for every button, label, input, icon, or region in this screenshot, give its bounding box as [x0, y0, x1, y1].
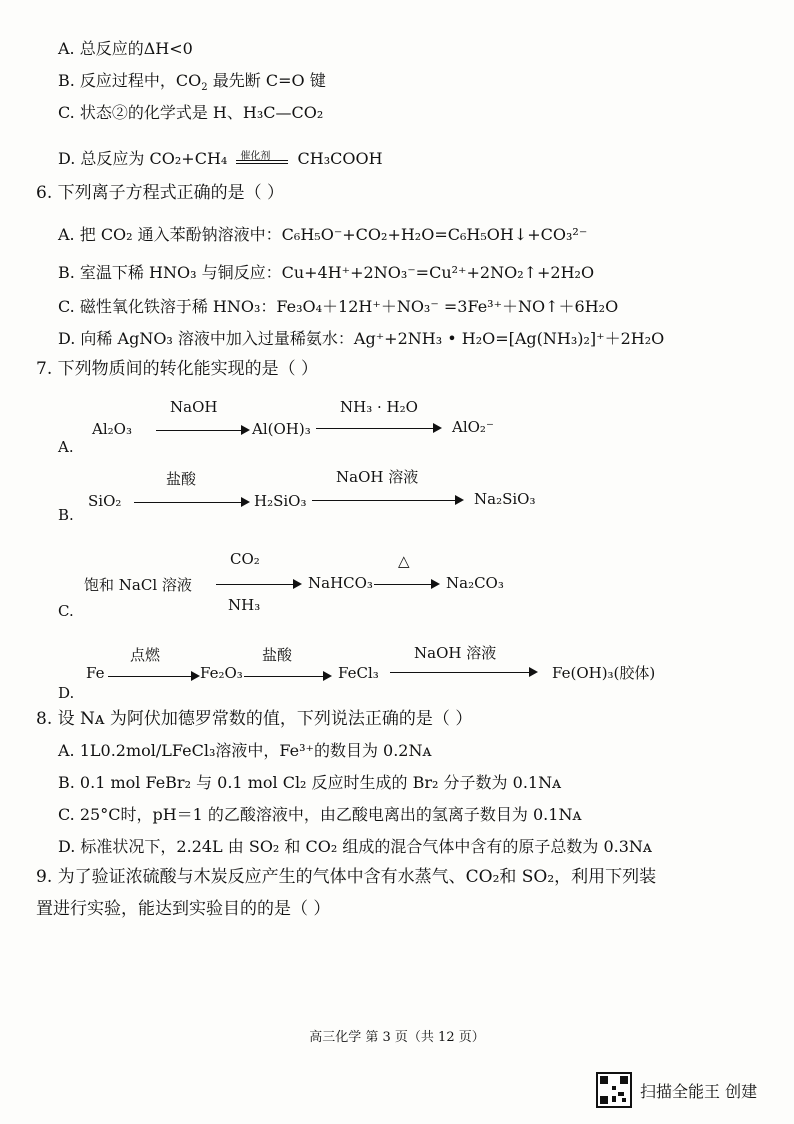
reaction-arrow — [374, 584, 438, 585]
reaction-arrow — [316, 428, 440, 429]
q7-d-label: D. — [58, 684, 75, 702]
q8-option-c: C. 25°C时，pH＝1 的乙酸溶液中，由乙酸电离出的氢离子数目为 0.1Nᴀ — [58, 805, 582, 824]
q6-option-d: D. 向稀 AgNO₃ 溶液中加入过量稀氨水：Ag⁺+2NH₃ • H₂O=[Ag(NH₃)₂]⁺＋2H₂O — [58, 329, 665, 348]
q7-c-reactant: 饱和 NaCl 溶液 — [84, 576, 192, 594]
q7-a-condition-2: NH₃ · H₂O — [340, 398, 418, 416]
q8-option-d: D. 标准状况下，2.24L 由 SO₂ 和 CO₂ 组成的混合气体中含有的原子总数为 0.3Nᴀ — [58, 837, 652, 856]
q8-option-b: B. 0.1 mol FeBr₂ 与 0.1 mol Cl₂ 反应时生成的 Br₂ 分子数为 0.1Nᴀ — [58, 773, 562, 792]
q7-d-s3: FeCl₃ — [338, 664, 379, 682]
reaction-arrow — [312, 500, 462, 501]
q7-b-reactant: SiO₂ — [88, 492, 122, 510]
qr-code-icon — [596, 1072, 632, 1108]
q6-option-b: B. 室温下稀 HNO₃ 与铜反应：Cu+4H⁺+2NO₃⁻=Cu²⁺+2NO₂↑+2H₂O — [58, 263, 595, 282]
q7-d-s2: Fe₂O₃ — [200, 664, 243, 682]
q7-stem: 7. 下列物质间的转化能实现的是（ ） — [36, 359, 319, 379]
reaction-arrow — [134, 502, 248, 503]
q7-c-intermediate: NaHCO₃ — [308, 574, 373, 592]
q7-a-condition-1: NaOH — [170, 398, 218, 416]
reaction-arrow — [390, 672, 536, 673]
reaction-arrow — [108, 676, 198, 677]
q7-d-reactant: Fe — [86, 664, 105, 682]
q5-option-b: B. 反应过程中，$CO_2$ 最先断 C=O 键 — [58, 71, 326, 94]
q7-a-label: A. — [58, 438, 74, 456]
q8-stem: 8. 设 Nᴀ 为阿伏加德罗常数的值，下列说法正确的是（ ） — [36, 709, 473, 729]
q7-b-condition-2: NaOH 溶液 — [336, 468, 419, 486]
q7-c-condition-2: △ — [398, 552, 410, 570]
watermark-text: 扫描全能王 创建 — [640, 1081, 758, 1101]
q8-option-a: A. 1L0.2mol/LFeCl₃溶液中，Fe³⁺的数目为 0.2Nᴀ — [58, 741, 432, 760]
q6-option-a: A. 把 CO₂ 通入苯酚钠溶液中：C₆H₅O⁻+CO₂+H₂O=C₆H₅OH↓+CO₃²⁻ — [58, 225, 588, 244]
q9-stem-line-2: 置进行实验，能达到实验目的的是（ ） — [36, 899, 331, 919]
q7-c-product: Na₂CO₃ — [446, 574, 504, 592]
catalyst-label: 催化剂 — [240, 151, 271, 162]
q7-c-label: C. — [58, 602, 74, 620]
q7-b-product: Na₂SiO₃ — [474, 490, 536, 508]
q7-c-condition-1: CO₂ — [230, 550, 260, 568]
q5-option-d: D. 总反应为 CO₂+CH₄ 催化剂 CH₃COOH — [58, 148, 383, 170]
q7-a-reactant: Al₂O₃ — [92, 420, 132, 438]
q9-stem-line-1: 9. 为了验证浓硫酸与木炭反应产生的气体中含有水蒸气、CO₂和 SO₂，利用下列装 — [36, 867, 657, 887]
q7-c-condition-1b: NH₃ — [228, 596, 261, 614]
q5-option-c: C. 状态②的化学式是 H、H₃C—CO₂ — [58, 103, 324, 122]
reaction-arrow — [244, 676, 330, 677]
q7-d-condition-3: NaOH 溶液 — [414, 644, 497, 662]
scanner-watermark — [596, 1072, 757, 1108]
q7-b-condition-1: 盐酸 — [166, 470, 197, 488]
q7-a-product: AlO₂⁻ — [452, 418, 494, 436]
reaction-arrow — [216, 584, 300, 585]
q7-d-condition-2: 盐酸 — [262, 646, 293, 664]
q7-a-intermediate: Al(OH)₃ — [252, 420, 311, 438]
q7-b-label: B. — [58, 506, 74, 524]
q7-b-intermediate: H₂SiO₃ — [254, 492, 307, 510]
page-footer: 高三化学 第 3 页（共 12 页） — [309, 1030, 485, 1045]
q6-option-c: C. 磁性氧化铁溶于稀 HNO₃：Fe₃O₄＋12H⁺＋NO₃⁻ =3Fe³⁺＋NO↑＋6H₂O — [58, 297, 619, 316]
q5-option-a: A. 总反应的ΔH<0 — [58, 39, 193, 58]
q7-d-s4: Fe(OH)₃(胶体) — [552, 664, 656, 682]
q7-d-condition-1: 点燃 — [130, 646, 161, 664]
reaction-arrow — [156, 430, 248, 431]
q6-stem: 6. 下列离子方程式正确的是（ ） — [36, 183, 285, 203]
